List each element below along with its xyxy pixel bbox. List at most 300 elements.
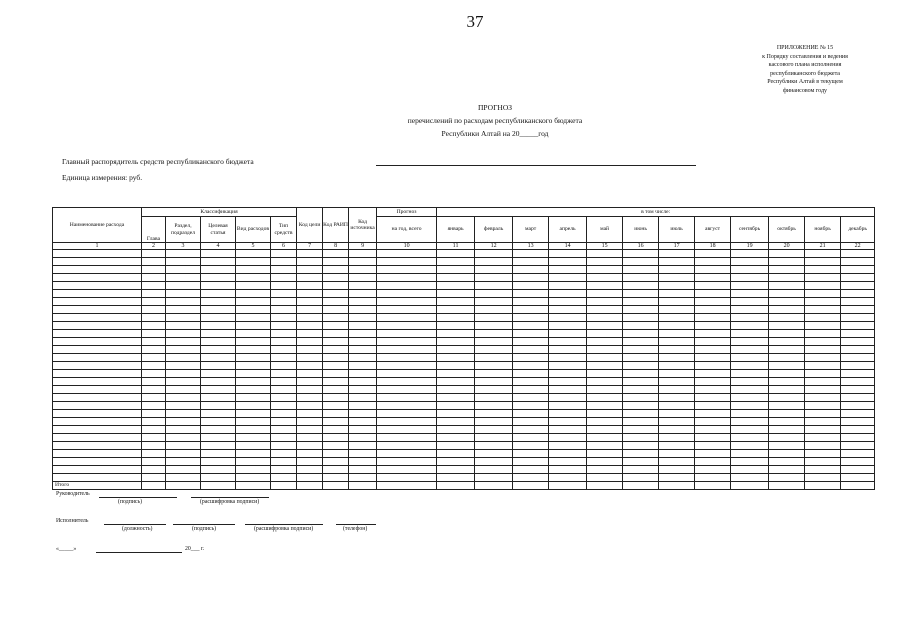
table-cell[interactable]	[587, 466, 623, 474]
total-cell[interactable]	[731, 482, 769, 490]
table-cell[interactable]	[841, 426, 875, 434]
table-cell[interactable]	[53, 418, 142, 426]
table-cell[interactable]	[549, 250, 587, 258]
table-cell[interactable]	[549, 314, 587, 322]
table-cell[interactable]	[475, 394, 513, 402]
table-cell[interactable]	[587, 354, 623, 362]
table-cell[interactable]	[142, 450, 166, 458]
table-cell[interactable]	[349, 250, 377, 258]
table-cell[interactable]	[297, 258, 323, 266]
table-cell[interactable]	[166, 346, 201, 354]
total-cell[interactable]	[166, 482, 201, 490]
table-cell[interactable]	[323, 354, 349, 362]
table-cell[interactable]	[377, 466, 437, 474]
table-cell[interactable]	[142, 346, 166, 354]
table-cell[interactable]	[659, 474, 695, 482]
table-cell[interactable]	[513, 298, 549, 306]
table-cell[interactable]	[623, 338, 659, 346]
table-cell[interactable]	[166, 266, 201, 274]
table-cell[interactable]	[805, 450, 841, 458]
table-cell[interactable]	[731, 434, 769, 442]
table-cell[interactable]	[236, 290, 271, 298]
table-cell[interactable]	[695, 266, 731, 274]
table-cell[interactable]	[53, 258, 142, 266]
table-cell[interactable]	[297, 386, 323, 394]
table-cell[interactable]	[659, 290, 695, 298]
table-cell[interactable]	[769, 266, 805, 274]
table-cell[interactable]	[659, 298, 695, 306]
table-cell[interactable]	[201, 266, 236, 274]
table-cell[interactable]	[53, 410, 142, 418]
table-cell[interactable]	[587, 474, 623, 482]
table-cell[interactable]	[377, 338, 437, 346]
table-cell[interactable]	[731, 338, 769, 346]
table-cell[interactable]	[53, 434, 142, 442]
table-cell[interactable]	[349, 474, 377, 482]
table-cell[interactable]	[271, 394, 297, 402]
table-cell[interactable]	[805, 474, 841, 482]
table-cell[interactable]	[297, 410, 323, 418]
table-cell[interactable]	[53, 362, 142, 370]
table-cell[interactable]	[805, 466, 841, 474]
total-cell[interactable]	[349, 482, 377, 490]
table-cell[interactable]	[297, 290, 323, 298]
table-cell[interactable]	[695, 370, 731, 378]
table-cell[interactable]	[53, 322, 142, 330]
table-cell[interactable]	[769, 426, 805, 434]
table-cell[interactable]	[623, 394, 659, 402]
table-cell[interactable]	[437, 378, 475, 386]
table-cell[interactable]	[201, 346, 236, 354]
total-cell[interactable]	[659, 482, 695, 490]
total-cell[interactable]	[437, 482, 475, 490]
table-cell[interactable]	[166, 250, 201, 258]
date-month-line[interactable]	[96, 552, 182, 553]
table-cell[interactable]	[166, 386, 201, 394]
table-cell[interactable]	[349, 354, 377, 362]
table-cell[interactable]	[513, 458, 549, 466]
table-cell[interactable]	[377, 442, 437, 450]
table-cell[interactable]	[166, 378, 201, 386]
table-cell[interactable]	[695, 442, 731, 450]
table-cell[interactable]	[236, 466, 271, 474]
table-cell[interactable]	[623, 434, 659, 442]
table-cell[interactable]	[659, 330, 695, 338]
table-cell[interactable]	[323, 378, 349, 386]
table-cell[interactable]	[236, 282, 271, 290]
table-cell[interactable]	[53, 402, 142, 410]
table-cell[interactable]	[549, 418, 587, 426]
table-cell[interactable]	[53, 250, 142, 258]
table-cell[interactable]	[623, 418, 659, 426]
table-cell[interactable]	[659, 402, 695, 410]
table-cell[interactable]	[731, 402, 769, 410]
table-cell[interactable]	[587, 410, 623, 418]
table-cell[interactable]	[323, 306, 349, 314]
table-cell[interactable]	[475, 330, 513, 338]
table-cell[interactable]	[349, 394, 377, 402]
table-cell[interactable]	[236, 394, 271, 402]
table-cell[interactable]	[201, 458, 236, 466]
table-cell[interactable]	[805, 250, 841, 258]
table-cell[interactable]	[166, 418, 201, 426]
table-cell[interactable]	[53, 290, 142, 298]
table-cell[interactable]	[142, 362, 166, 370]
table-cell[interactable]	[377, 306, 437, 314]
table-cell[interactable]	[659, 378, 695, 386]
table-cell[interactable]	[201, 394, 236, 402]
table-cell[interactable]	[695, 322, 731, 330]
table-cell[interactable]	[377, 370, 437, 378]
table-cell[interactable]	[513, 362, 549, 370]
table-cell[interactable]	[549, 306, 587, 314]
table-cell[interactable]	[142, 418, 166, 426]
table-cell[interactable]	[323, 250, 349, 258]
table-cell[interactable]	[695, 362, 731, 370]
table-cell[interactable]	[437, 330, 475, 338]
table-cell[interactable]	[513, 274, 549, 282]
table-cell[interactable]	[549, 330, 587, 338]
table-cell[interactable]	[695, 458, 731, 466]
table-cell[interactable]	[349, 418, 377, 426]
table-cell[interactable]	[53, 450, 142, 458]
table-cell[interactable]	[587, 394, 623, 402]
table-cell[interactable]	[769, 394, 805, 402]
table-cell[interactable]	[549, 458, 587, 466]
table-cell[interactable]	[475, 458, 513, 466]
table-cell[interactable]	[623, 458, 659, 466]
table-cell[interactable]	[437, 274, 475, 282]
table-cell[interactable]	[513, 330, 549, 338]
table-cell[interactable]	[659, 434, 695, 442]
table-cell[interactable]	[659, 370, 695, 378]
table-cell[interactable]	[236, 354, 271, 362]
table-cell[interactable]	[549, 298, 587, 306]
table-cell[interactable]	[659, 250, 695, 258]
table-cell[interactable]	[513, 322, 549, 330]
table-cell[interactable]	[377, 386, 437, 394]
table-cell[interactable]	[695, 466, 731, 474]
table-cell[interactable]	[349, 290, 377, 298]
table-cell[interactable]	[805, 402, 841, 410]
table-cell[interactable]	[377, 330, 437, 338]
table-cell[interactable]	[513, 282, 549, 290]
total-cell[interactable]	[142, 482, 166, 490]
table-cell[interactable]	[53, 282, 142, 290]
table-cell[interactable]	[437, 282, 475, 290]
table-cell[interactable]	[587, 338, 623, 346]
total-cell[interactable]	[201, 482, 236, 490]
table-cell[interactable]	[549, 474, 587, 482]
table-cell[interactable]	[166, 338, 201, 346]
table-cell[interactable]	[475, 266, 513, 274]
table-cell[interactable]	[695, 450, 731, 458]
table-cell[interactable]	[731, 282, 769, 290]
table-cell[interactable]	[297, 266, 323, 274]
table-cell[interactable]	[349, 282, 377, 290]
table-cell[interactable]	[166, 434, 201, 442]
table-cell[interactable]	[841, 378, 875, 386]
total-cell[interactable]	[587, 482, 623, 490]
table-cell[interactable]	[271, 274, 297, 282]
table-cell[interactable]	[549, 322, 587, 330]
table-cell[interactable]	[587, 362, 623, 370]
table-cell[interactable]	[166, 466, 201, 474]
table-cell[interactable]	[437, 418, 475, 426]
table-cell[interactable]	[201, 338, 236, 346]
table-cell[interactable]	[297, 458, 323, 466]
table-cell[interactable]	[805, 442, 841, 450]
table-cell[interactable]	[659, 282, 695, 290]
table-cell[interactable]	[769, 298, 805, 306]
table-cell[interactable]	[201, 442, 236, 450]
table-cell[interactable]	[623, 274, 659, 282]
table-cell[interactable]	[659, 442, 695, 450]
total-cell[interactable]	[297, 482, 323, 490]
table-cell[interactable]	[201, 362, 236, 370]
table-cell[interactable]	[142, 458, 166, 466]
table-cell[interactable]	[142, 258, 166, 266]
table-cell[interactable]	[437, 434, 475, 442]
table-cell[interactable]	[549, 394, 587, 402]
table-cell[interactable]	[271, 258, 297, 266]
table-cell[interactable]	[142, 314, 166, 322]
table-cell[interactable]	[142, 298, 166, 306]
executor-decode-line[interactable]	[245, 524, 323, 525]
table-cell[interactable]	[841, 298, 875, 306]
table-cell[interactable]	[323, 274, 349, 282]
table-cell[interactable]	[271, 354, 297, 362]
table-cell[interactable]	[513, 450, 549, 458]
table-cell[interactable]	[695, 314, 731, 322]
table-cell[interactable]	[349, 442, 377, 450]
table-cell[interactable]	[659, 386, 695, 394]
table-cell[interactable]	[841, 282, 875, 290]
table-cell[interactable]	[377, 314, 437, 322]
table-cell[interactable]	[297, 362, 323, 370]
table-cell[interactable]	[769, 330, 805, 338]
table-cell[interactable]	[236, 330, 271, 338]
table-cell[interactable]	[549, 434, 587, 442]
table-cell[interactable]	[805, 426, 841, 434]
table-cell[interactable]	[349, 402, 377, 410]
table-cell[interactable]	[695, 298, 731, 306]
table-cell[interactable]	[549, 362, 587, 370]
table-cell[interactable]	[623, 442, 659, 450]
table-cell[interactable]	[513, 354, 549, 362]
table-cell[interactable]	[323, 418, 349, 426]
table-cell[interactable]	[166, 458, 201, 466]
table-cell[interactable]	[437, 266, 475, 274]
table-cell[interactable]	[377, 354, 437, 362]
table-cell[interactable]	[659, 362, 695, 370]
table-cell[interactable]	[587, 250, 623, 258]
table-cell[interactable]	[271, 442, 297, 450]
table-cell[interactable]	[236, 474, 271, 482]
table-cell[interactable]	[349, 330, 377, 338]
table-cell[interactable]	[513, 410, 549, 418]
table-cell[interactable]	[271, 378, 297, 386]
table-cell[interactable]	[805, 458, 841, 466]
table-cell[interactable]	[659, 274, 695, 282]
table-cell[interactable]	[349, 338, 377, 346]
table-cell[interactable]	[731, 474, 769, 482]
table-cell[interactable]	[731, 426, 769, 434]
table-cell[interactable]	[769, 362, 805, 370]
table-cell[interactable]	[437, 458, 475, 466]
table-cell[interactable]	[731, 354, 769, 362]
table-cell[interactable]	[437, 450, 475, 458]
table-cell[interactable]	[587, 418, 623, 426]
table-cell[interactable]	[623, 362, 659, 370]
table-cell[interactable]	[437, 394, 475, 402]
table-cell[interactable]	[731, 378, 769, 386]
table-cell[interactable]	[623, 298, 659, 306]
table-cell[interactable]	[236, 386, 271, 394]
table-cell[interactable]	[659, 410, 695, 418]
table-cell[interactable]	[236, 458, 271, 466]
table-cell[interactable]	[271, 410, 297, 418]
table-cell[interactable]	[53, 378, 142, 386]
table-cell[interactable]	[513, 402, 549, 410]
table-cell[interactable]	[841, 338, 875, 346]
table-cell[interactable]	[53, 346, 142, 354]
total-cell[interactable]	[236, 482, 271, 490]
table-cell[interactable]	[236, 346, 271, 354]
table-cell[interactable]	[53, 298, 142, 306]
table-cell[interactable]	[323, 434, 349, 442]
table-cell[interactable]	[201, 274, 236, 282]
table-cell[interactable]	[271, 466, 297, 474]
table-cell[interactable]	[475, 290, 513, 298]
table-cell[interactable]	[659, 354, 695, 362]
table-cell[interactable]	[271, 250, 297, 258]
table-cell[interactable]	[587, 330, 623, 338]
table-cell[interactable]	[142, 426, 166, 434]
table-cell[interactable]	[201, 290, 236, 298]
table-cell[interactable]	[805, 306, 841, 314]
table-cell[interactable]	[513, 266, 549, 274]
table-cell[interactable]	[323, 322, 349, 330]
table-cell[interactable]	[549, 450, 587, 458]
table-cell[interactable]	[731, 442, 769, 450]
table-cell[interactable]	[377, 346, 437, 354]
table-cell[interactable]	[297, 282, 323, 290]
table-cell[interactable]	[731, 274, 769, 282]
table-cell[interactable]	[841, 386, 875, 394]
table-cell[interactable]	[323, 410, 349, 418]
table-cell[interactable]	[587, 274, 623, 282]
table-cell[interactable]	[513, 370, 549, 378]
table-cell[interactable]	[323, 282, 349, 290]
table-cell[interactable]	[297, 322, 323, 330]
table-cell[interactable]	[513, 314, 549, 322]
table-cell[interactable]	[623, 250, 659, 258]
table-cell[interactable]	[731, 258, 769, 266]
table-cell[interactable]	[53, 466, 142, 474]
table-cell[interactable]	[549, 258, 587, 266]
table-cell[interactable]	[659, 322, 695, 330]
table-cell[interactable]	[166, 330, 201, 338]
table-cell[interactable]	[549, 370, 587, 378]
table-cell[interactable]	[549, 466, 587, 474]
table-cell[interactable]	[805, 378, 841, 386]
table-cell[interactable]	[271, 298, 297, 306]
table-cell[interactable]	[236, 306, 271, 314]
table-cell[interactable]	[549, 282, 587, 290]
table-cell[interactable]	[475, 410, 513, 418]
table-cell[interactable]	[513, 258, 549, 266]
table-cell[interactable]	[142, 266, 166, 274]
table-cell[interactable]	[166, 290, 201, 298]
table-cell[interactable]	[513, 394, 549, 402]
table-cell[interactable]	[377, 410, 437, 418]
table-cell[interactable]	[623, 282, 659, 290]
table-cell[interactable]	[142, 274, 166, 282]
table-cell[interactable]	[623, 290, 659, 298]
table-cell[interactable]	[166, 370, 201, 378]
table-cell[interactable]	[236, 434, 271, 442]
table-cell[interactable]	[297, 466, 323, 474]
table-cell[interactable]	[587, 426, 623, 434]
table-cell[interactable]	[323, 442, 349, 450]
table-cell[interactable]	[769, 466, 805, 474]
table-cell[interactable]	[166, 306, 201, 314]
table-cell[interactable]	[659, 314, 695, 322]
table-cell[interactable]	[236, 370, 271, 378]
table-cell[interactable]	[695, 474, 731, 482]
table-cell[interactable]	[731, 458, 769, 466]
table-cell[interactable]	[841, 466, 875, 474]
table-cell[interactable]	[769, 258, 805, 266]
table-cell[interactable]	[271, 346, 297, 354]
table-cell[interactable]	[236, 426, 271, 434]
table-cell[interactable]	[769, 386, 805, 394]
table-cell[interactable]	[587, 450, 623, 458]
table-cell[interactable]	[841, 290, 875, 298]
table-cell[interactable]	[271, 322, 297, 330]
table-cell[interactable]	[201, 298, 236, 306]
table-cell[interactable]	[513, 290, 549, 298]
table-cell[interactable]	[236, 362, 271, 370]
table-cell[interactable]	[166, 282, 201, 290]
table-cell[interactable]	[659, 266, 695, 274]
table-cell[interactable]	[53, 306, 142, 314]
table-cell[interactable]	[271, 450, 297, 458]
table-cell[interactable]	[805, 322, 841, 330]
table-cell[interactable]	[166, 354, 201, 362]
table-cell[interactable]	[349, 258, 377, 266]
table-cell[interactable]	[695, 402, 731, 410]
table-cell[interactable]	[623, 474, 659, 482]
table-cell[interactable]	[587, 282, 623, 290]
table-cell[interactable]	[841, 274, 875, 282]
table-cell[interactable]	[841, 346, 875, 354]
table-cell[interactable]	[587, 378, 623, 386]
table-cell[interactable]	[201, 410, 236, 418]
table-cell[interactable]	[166, 258, 201, 266]
table-cell[interactable]	[513, 250, 549, 258]
table-cell[interactable]	[731, 410, 769, 418]
table-cell[interactable]	[623, 378, 659, 386]
table-cell[interactable]	[166, 322, 201, 330]
table-cell[interactable]	[437, 290, 475, 298]
table-cell[interactable]	[297, 474, 323, 482]
table-cell[interactable]	[377, 378, 437, 386]
table-cell[interactable]	[695, 434, 731, 442]
table-cell[interactable]	[349, 362, 377, 370]
table-cell[interactable]	[841, 474, 875, 482]
